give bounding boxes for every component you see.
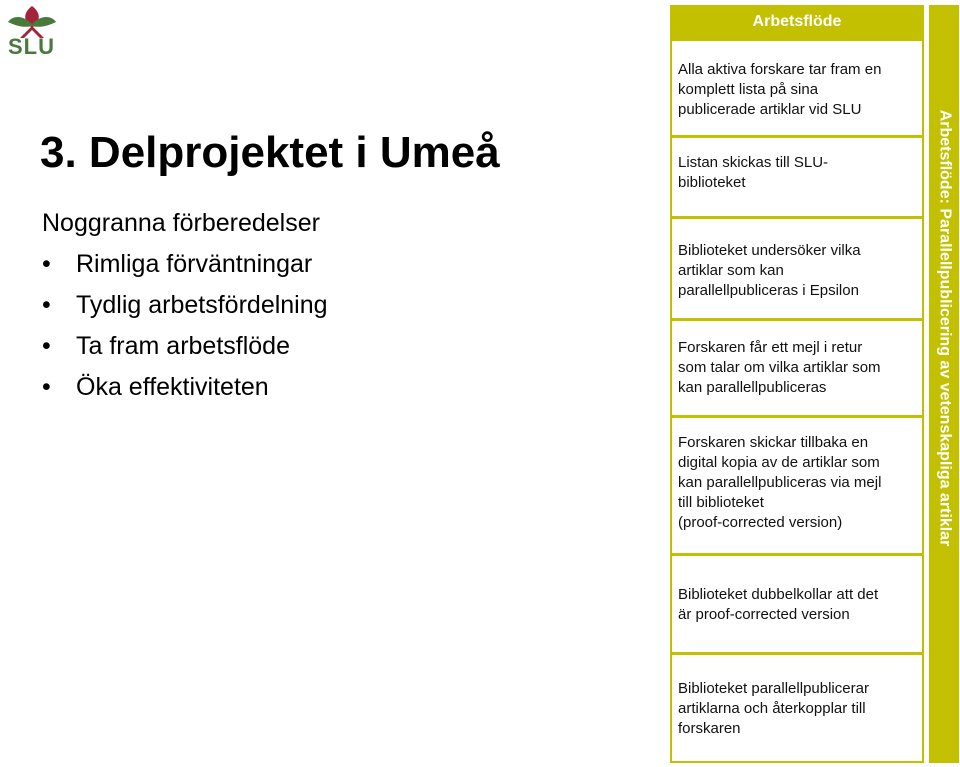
bullet-marker: • — [42, 291, 51, 319]
bullet-item — [42, 291, 328, 332]
bullet-marker: • — [42, 250, 51, 278]
slide-title: 3. Delprojektet i Umeå — [40, 128, 500, 177]
bullet-text: Rimliga förväntningar — [76, 250, 313, 278]
bullet-list — [42, 250, 328, 414]
workflow-step: Biblioteket dubbelkollar att det är proof-corrected version — [672, 556, 922, 651]
workflow-step: Listan skickas till SLU- biblioteket — [672, 138, 922, 215]
workflow-header: Arbetsflöde — [670, 5, 924, 39]
bullet-marker: • — [42, 373, 51, 401]
workflow-step: Alla aktiva forskare tar fram en komplett lista på sina publicerade artiklar vid SLU — [672, 41, 922, 135]
slu-logo-text: SLU — [8, 34, 55, 59]
bullet-item — [42, 250, 328, 291]
bullet-text: Tydlig arbetsfördelning — [76, 291, 328, 319]
workflow-side-label-text: Arbetsflöde: Parallellpublicering av vetenskapliga artiklar — [936, 109, 954, 546]
workflow-step: Forskaren skickar tillbaka en digital kopia av de artiklar som kan parallellpubliceras via mejl till biblioteket (proof-corrected version) — [672, 418, 922, 553]
bullet-marker: • — [42, 332, 51, 360]
slide-subtitle: Noggranna förberedelser — [42, 209, 320, 237]
bullet-text: Öka effektiviteten — [76, 373, 269, 401]
bullet-item — [42, 373, 328, 414]
workflow-column — [670, 39, 924, 763]
bullet-text: Ta fram arbetsflöde — [76, 332, 290, 360]
workflow-step: Biblioteket parallellpublicerar artiklarna och återkopplar till forskaren — [672, 655, 922, 761]
bullet-item — [42, 332, 328, 373]
workflow-side-label — [929, 95, 959, 560]
slu-leaf-icon — [2, 2, 62, 38]
workflow-step: Biblioteket undersöker vilka artiklar som kan parallellpubliceras i Epsilon — [672, 219, 922, 318]
workflow-step: Forskaren får ett mejl i retur som talar om vilka artiklar som kan parallellpubliceras — [672, 321, 922, 415]
